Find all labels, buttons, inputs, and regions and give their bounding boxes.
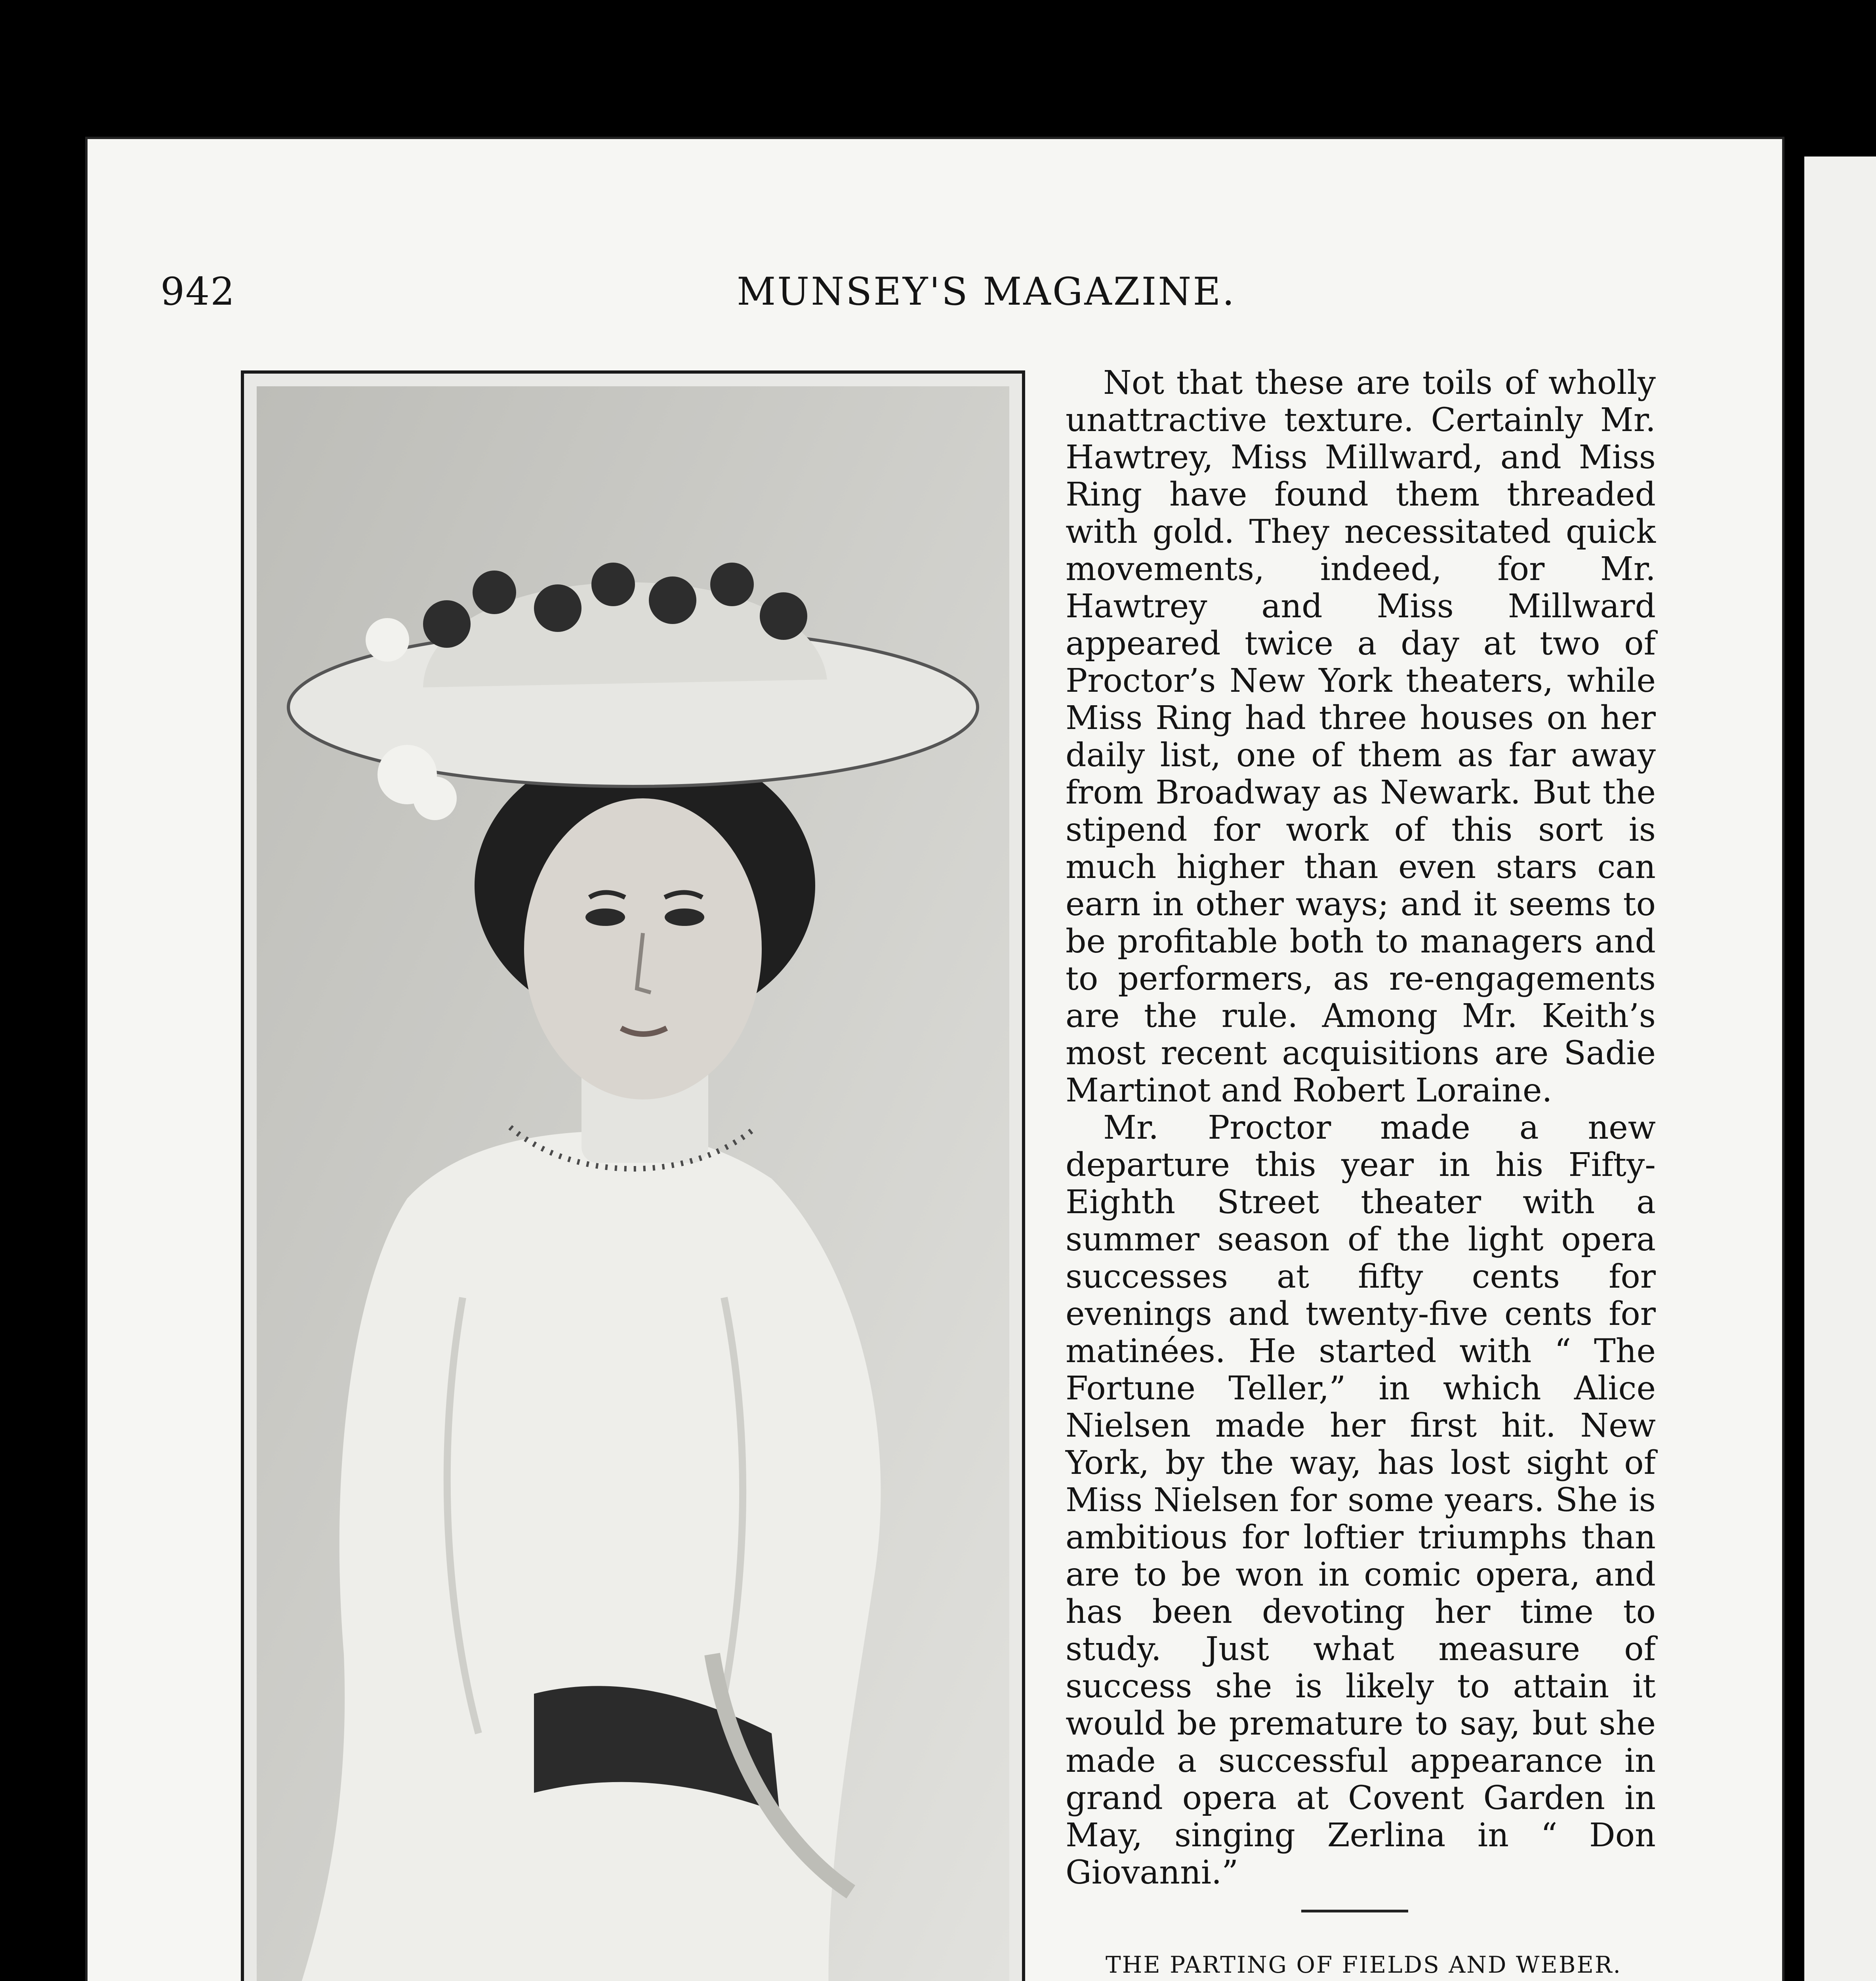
right-column-top — [1066, 365, 1656, 1891]
section-heading: THE PARTING OF FIELDS AND WEBER. — [1106, 1951, 1622, 1978]
section-divider — [1301, 1910, 1408, 1912]
portrait-photo — [257, 386, 1009, 1981]
portrait-photo-frame — [241, 370, 1025, 1981]
paragraph: Not that these are toils of wholly unattractive texture. Certainly Mr. Hawtrey, Miss Millward, and Miss Ring have found them threaded with gold. They necessitated quick movements, indeed, for Mr. Hawtrey and Miss Millward appeared twice a day at two of Proctor’s New York theaters, while Miss Ring had three houses on her daily list, one of them as far away from Broadway as Newark. But the stipend for work of this sort is much higher than even stars can earn in other ways; and it seems to be profitable both to managers and to performers, as re-engagements are the rule. Among Mr. Keith’s most recent acquisitions are Sadie Martinot and Robert Loraine. — [1066, 364, 1656, 1109]
adjacent-page-edge — [1804, 156, 1876, 1981]
magazine-title: MUNSEY'S MAGAZINE. — [737, 269, 1236, 314]
paragraph: Mr. Proctor made a new departure this year in his Fifty-Eighth Street theater with a summer season of the light opera successes at fifty cents for evenings and twenty-five cents for matinées. He started with “ The Fortune Teller,” in which Alice Nielsen made her first hit. New York, by the way, has lost sight of Miss Nielsen for some years. She is ambitious for loftier triumphs than are to be won in comic opera, and has been devoting her time to study. Just what measure of success she is likely to attain it would be premature to say, but she made a successful appearance in grand opera at Covent Garden in May, singing Zerlina in “ Don Giovanni.” — [1066, 1109, 1656, 1891]
page-number: 942 — [160, 269, 236, 314]
